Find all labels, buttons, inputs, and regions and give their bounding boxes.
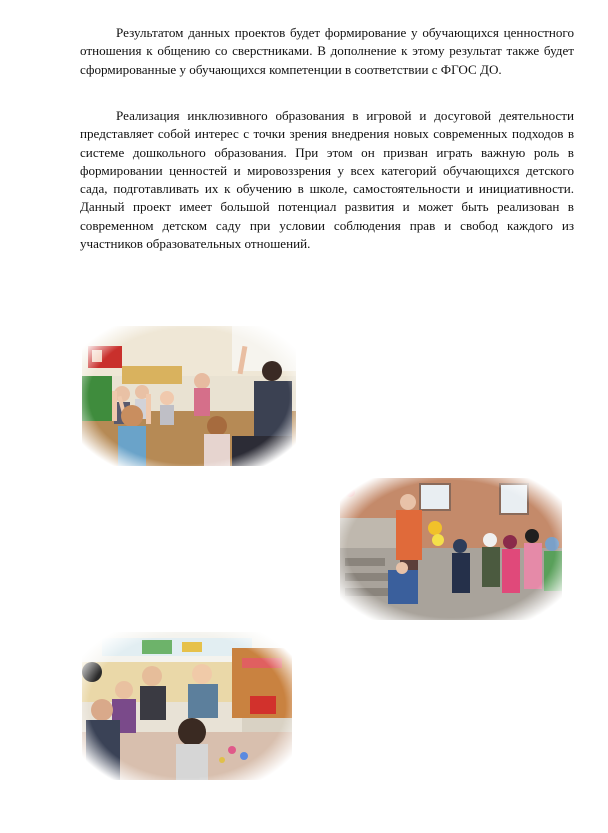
photo-outdoor-event: [340, 478, 562, 620]
photo-children-playing: [82, 632, 292, 780]
paragraph-results: Результатом данных проектов будет формирование у обучающихся ценностного отношения к общению со сверстниками. В дополнение к этому результат также будет сформированные у обучающихся компетенции в соответствии с ФГОС ДО.: [80, 25, 574, 77]
photo-classroom-activity: [82, 326, 296, 466]
paragraph-inclusive-education: Реализация инклюзивного образования в игровой и досуговой деятельности представляет собой интерес с точки зрения внедрения новых современных подходов в системе дошкольного образования. При этом он призван играть важную роль в формировании ценностей и мировоззрения у всех категорий обучающихся детского сада, подготавливать их к обучению в школе, самостоятельности и инициативности. Данный проект имеет большой потенциал развития и может быть реализован в современном детском саду при условии соблюдения прав и свобод каждого из участников образовательных отношений.: [80, 108, 574, 252]
